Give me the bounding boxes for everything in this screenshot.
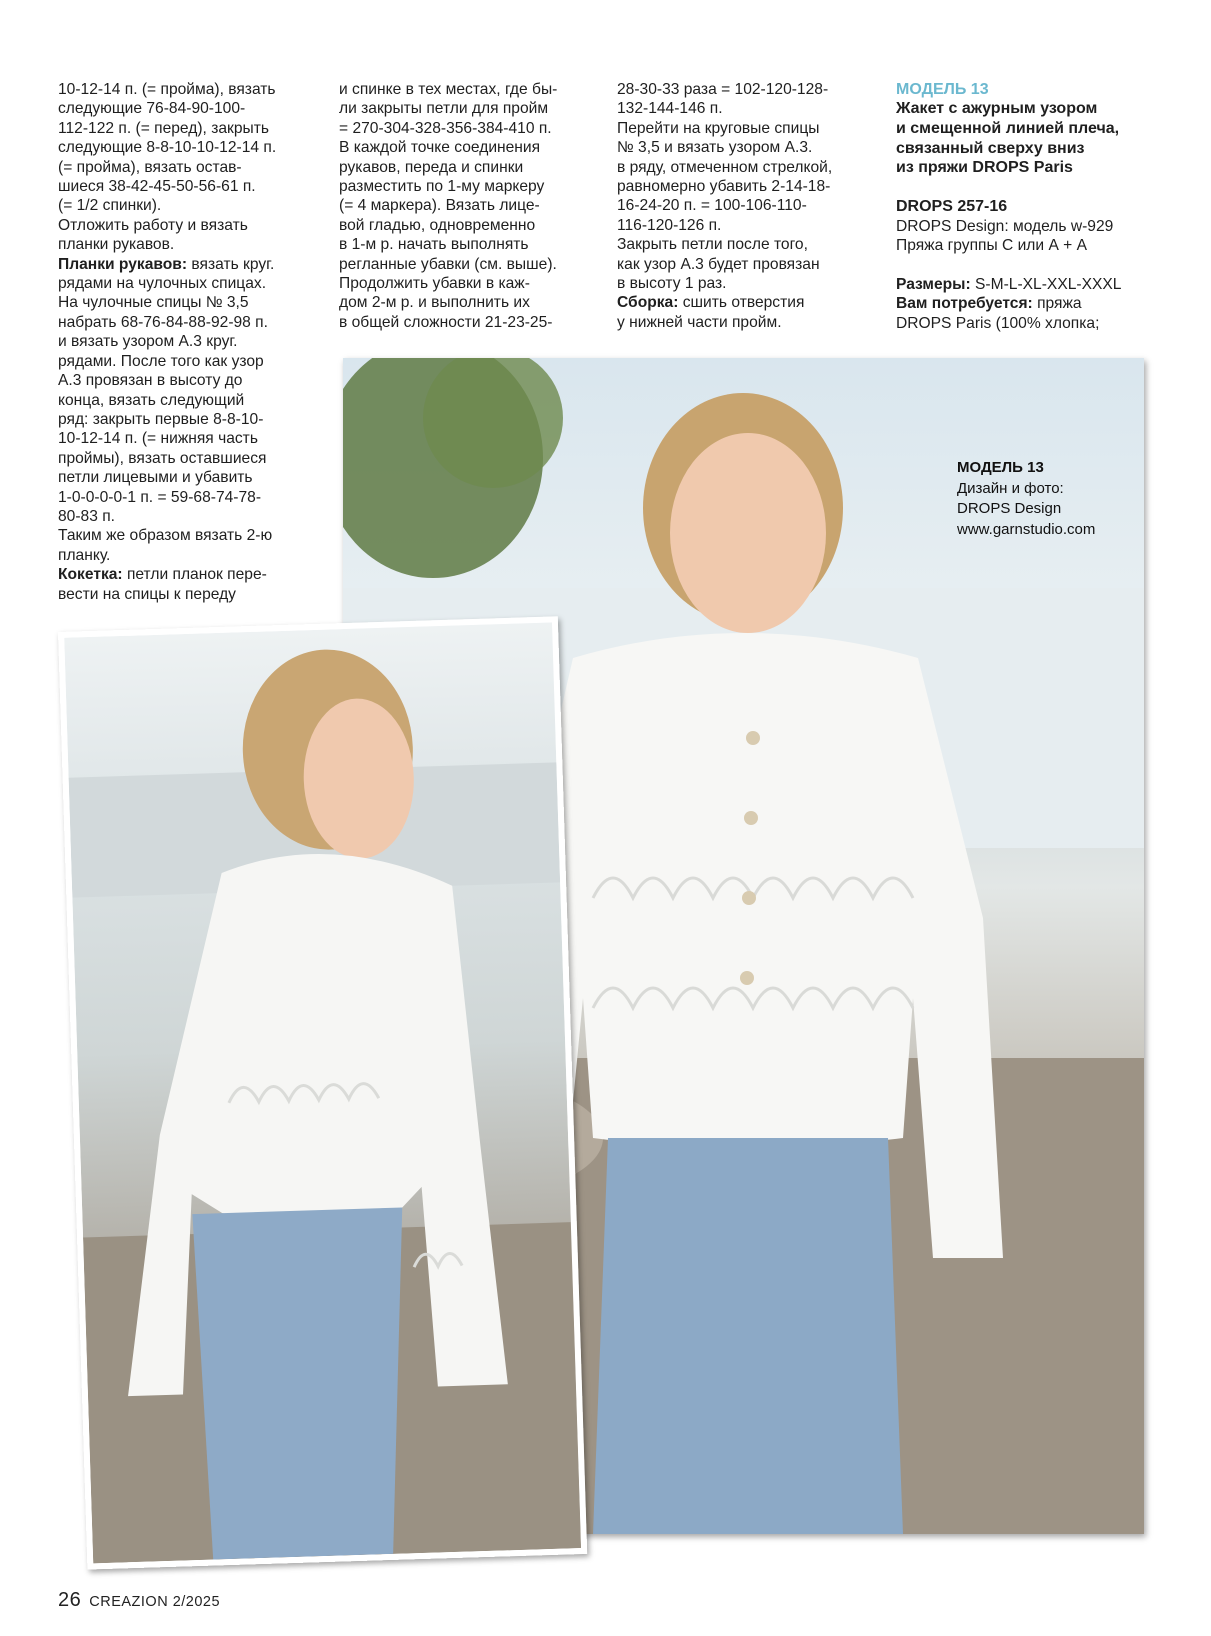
text-line [58, 274, 276, 293]
text-column-2 [339, 80, 557, 332]
design-credit: DROPS Design: модель w-929 [896, 217, 1114, 235]
text-content: ли закрыты петли для пройм [339, 100, 549, 118]
text-line [58, 507, 276, 526]
text-content: регланные убавки (см. выше). [339, 255, 557, 273]
text-content: (= 4 маркера). Вязать лице- [339, 197, 540, 215]
text-line [339, 158, 557, 177]
text-line [617, 274, 832, 293]
text-content: Отложить работу и вязать [58, 216, 248, 234]
text-line [58, 216, 276, 235]
text-content: набрать 68-76-84-88-92-98 п. [58, 313, 268, 331]
text-content: и спинке в тех местах, где бы- [339, 81, 558, 98]
text-content: А.3 провязан в высоту до [58, 372, 243, 390]
text-line [58, 119, 276, 138]
text-line [58, 177, 276, 196]
materials-line [896, 294, 1121, 313]
text-line [339, 80, 557, 99]
text-line [617, 313, 832, 332]
model-title-line: и смещенной линией плеча, [896, 120, 1120, 137]
section-heading: Планки рукавов: [58, 255, 188, 273]
text-line [617, 80, 832, 99]
model-title-line: Жакет с ажурным узором [896, 100, 1098, 118]
caption-title: МОДЕЛЬ 13 [957, 459, 1044, 476]
text-line [58, 429, 276, 448]
materials-line-2: DROPS Paris (100% хлопка; [896, 314, 1100, 332]
text-content: В каждой точке соединения [339, 139, 541, 157]
text-line [339, 313, 557, 332]
text-content: петли лицевыми и убавить [58, 469, 253, 487]
text-content: вязать круг. [187, 255, 275, 273]
text-content: ряд: закрыть первые 8-8-10- [58, 410, 264, 428]
text-content: в 1-м р. начать выполнять [339, 236, 529, 254]
text-line [58, 488, 276, 507]
text-content: 112-122 п. (= перед), закрыть [58, 119, 270, 137]
text-line [339, 138, 557, 157]
text-content: проймы), вязать оставшиеся [58, 449, 267, 467]
text-line [58, 158, 276, 177]
text-line [58, 255, 276, 274]
model-title-line: связанный сверху вниз [896, 139, 1085, 157]
text-line [339, 216, 557, 235]
caption-website: www.garnstudio.com [957, 520, 1096, 538]
sizes-line [896, 275, 1121, 294]
text-content: планку. [58, 546, 111, 564]
text-content: 132-144-146 п. [617, 100, 723, 118]
text-content: дом 2-м р. и выполнить их [339, 294, 530, 312]
pattern-code: DROPS 257-16 [896, 198, 1008, 216]
text-line [58, 410, 276, 429]
sizes-label: Размеры: [896, 275, 971, 293]
text-content: разместить по 1-му маркеру [339, 178, 545, 196]
text-line [58, 196, 276, 215]
text-content: конца, вязать следующий [58, 391, 245, 409]
text-line [58, 352, 276, 371]
section-heading: Сборка: [617, 294, 679, 312]
text-line [339, 196, 557, 215]
text-content: следующие 8-8-10-10-12-14 п. [58, 139, 277, 157]
text-content: 116-120-126 п. [617, 216, 722, 234]
text-line [339, 274, 557, 293]
text-line [617, 119, 832, 138]
text-content: 10-12-14 п. (= нижняя часть [58, 430, 258, 448]
text-line [617, 293, 832, 312]
text-content: равномерно убавить 2-14-18- [617, 178, 831, 196]
text-line [617, 158, 832, 177]
materials-label: Вам потребуется: [896, 295, 1033, 313]
text-content: у нижней части пройм. [617, 313, 782, 331]
text-line [617, 99, 832, 118]
text-content: № 3,5 и вязать узором А.3. [617, 139, 813, 157]
caption-line: Дизайн и фото: [957, 479, 1064, 497]
magazine-issue: CREAZION 2/2025 [89, 1594, 221, 1610]
text-line [339, 119, 557, 138]
text-content: в ряду, отмеченном стрелкой, [617, 158, 833, 176]
text-content: 80-83 п. [58, 507, 115, 525]
text-line [58, 468, 276, 487]
text-content: 1-0-0-0-0-1 п. = 59-68-74-78- [58, 488, 262, 506]
text-line [339, 235, 557, 254]
text-line [58, 391, 276, 410]
text-content: вести на спицы к переду [58, 585, 236, 603]
model-info-column [896, 80, 1121, 333]
text-line [617, 196, 832, 215]
text-content: планки рукавов. [58, 236, 175, 254]
text-line [58, 585, 276, 604]
text-line [58, 138, 276, 157]
text-content: Перейти на круговые спицы [617, 119, 820, 137]
text-line [58, 235, 276, 254]
text-content: следующие 76-84-90-100- [58, 100, 246, 118]
text-content: Закрыть петли после того, [617, 236, 808, 254]
text-line [617, 235, 832, 254]
text-content: вой гладью, одновременно [339, 216, 536, 234]
text-content: 28-30-33 раза = 102-120-128- [617, 81, 829, 98]
caption-line: DROPS Design [957, 500, 1062, 517]
photo-caption [957, 458, 1095, 540]
text-content: и вязать узором А.3 круг. [58, 333, 238, 351]
text-line [58, 99, 276, 118]
text-content: рукавов, переда и спинки [339, 158, 524, 176]
text-line [58, 332, 276, 351]
text-line [339, 255, 557, 274]
photo-side-illustration [64, 622, 581, 1563]
text-content: в высоту 1 раз. [617, 275, 727, 293]
photo-side-view [58, 616, 587, 1569]
text-content: На чулочные спицы № 3,5 [58, 294, 249, 312]
text-line [58, 80, 276, 99]
text-content: в общей сложности 21-23-25- [339, 313, 553, 331]
text-column-3 [617, 80, 832, 332]
text-line [58, 565, 276, 584]
page-number: 26 [58, 1589, 82, 1611]
model-title-line: из пряжи DROPS Paris [896, 159, 1073, 177]
text-line [617, 138, 832, 157]
yarn-group: Пряжа группы С или А + А [896, 237, 1088, 255]
text-content: сшить отверстия [678, 294, 805, 312]
text-content: Продолжить убавки в каж- [339, 275, 530, 293]
text-content: петли планок пере- [122, 566, 267, 584]
text-line [58, 371, 276, 390]
text-content: (= пройма), вязать остав- [58, 158, 242, 176]
text-line [339, 293, 557, 312]
text-line [58, 313, 276, 332]
text-content: как узор А.3 будет провязан [617, 255, 820, 273]
sizes-value: S-M-L-XL-XXL-XXXL [970, 275, 1122, 293]
text-content: 16-24-20 п. = 100-106-110- [617, 197, 807, 215]
text-content: 10-12-14 п. (= пройма), вязать [58, 81, 276, 98]
text-line [58, 449, 276, 468]
text-content: (= 1/2 спинки). [58, 197, 162, 215]
text-line [339, 177, 557, 196]
text-content: рядами. После того как узор [58, 352, 264, 370]
text-line [617, 255, 832, 274]
model-label: МОДЕЛЬ 13 [896, 81, 989, 98]
text-line [617, 216, 832, 235]
text-line [58, 526, 276, 545]
section-heading: Кокетка: [58, 566, 123, 584]
text-content: шиеся 38-42-45-50-56-61 п. [58, 178, 256, 196]
text-line [58, 293, 276, 312]
text-line [617, 177, 832, 196]
text-column-1 [58, 80, 276, 604]
text-content: рядами на чулочных спицах. [58, 275, 267, 293]
text-content: = 270-304-328-356-384-410 п. [339, 119, 552, 137]
text-line [58, 546, 276, 565]
page-footer [58, 1589, 220, 1612]
text-line [339, 99, 557, 118]
text-content: Таким же образом вязать 2-ю [58, 527, 273, 545]
materials-value: пряжа [1032, 295, 1082, 313]
